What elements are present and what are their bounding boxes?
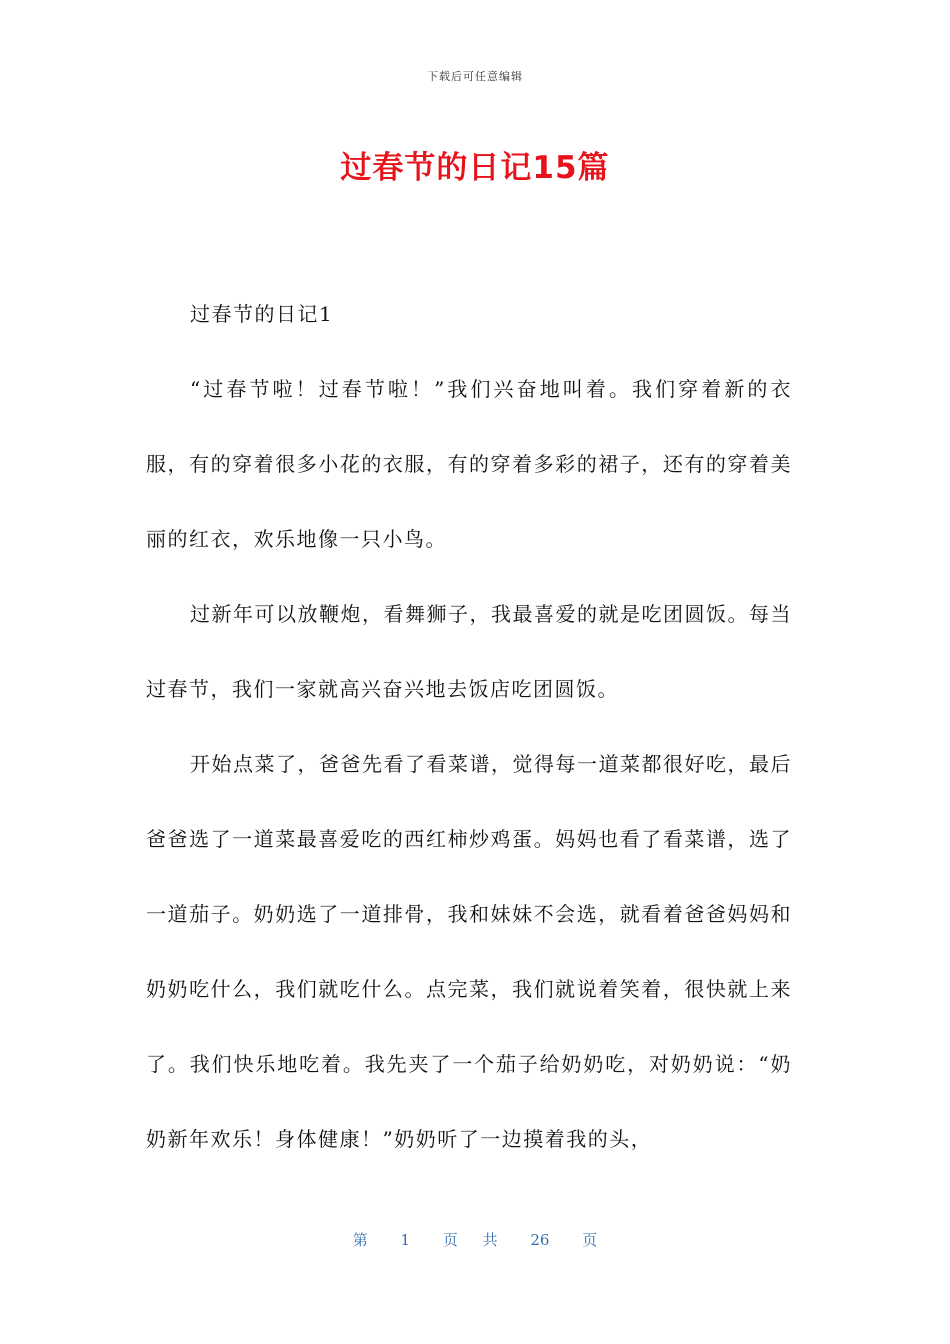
page-label-suffix: 页 (582, 1231, 598, 1249)
header-note: 下载后可任意编辑 (427, 70, 523, 83)
section-heading: 过春节的日记1 (190, 302, 334, 326)
current-page-number: 1 (400, 1231, 411, 1249)
document-title: 过春节的日记15篇 (340, 150, 610, 186)
page-label-prefix: 第 (352, 1231, 368, 1249)
paragraph: 开始点菜了，爸爸先看了看菜谱，觉得每一道菜都很好吃，最后爸爸选了一道菜最喜爱吃的西红柿炒鸡蛋。妈妈也看了看菜谱，选了一道茄子。奶奶选了一道排骨，我和妹妹不会选，就看着爸爸妈妈和奶奶吃什么，我们就吃什么。点完菜，我们就说着笑着，很快就上来了。我们快乐地吃着。我先夹了一个茄子给奶奶吃，对奶奶说：“奶奶新年欢乐！身体健康！”奶奶听了一边摸着我的头， (146, 752, 792, 1151)
page-footer (0, 1229, 950, 1250)
document-body (146, 277, 792, 1177)
page-label-mid: 页 共 (442, 1231, 498, 1249)
total-pages-number: 26 (530, 1231, 550, 1249)
paragraph: 过新年可以放鞭炮，看舞狮子，我最喜爱的就是吃团圆饭。每当过春节，我们一家就高兴奋兴地去饭店吃团圆饭。 (146, 602, 792, 701)
paragraph: “过春节啦！过春节啦！”我们兴奋地叫着。我们穿着新的衣服，有的穿着很多小花的衣服，有的穿着多彩的裙子，还有的穿着美丽的红衣，欢乐地像一只小鸟。 (146, 377, 792, 551)
